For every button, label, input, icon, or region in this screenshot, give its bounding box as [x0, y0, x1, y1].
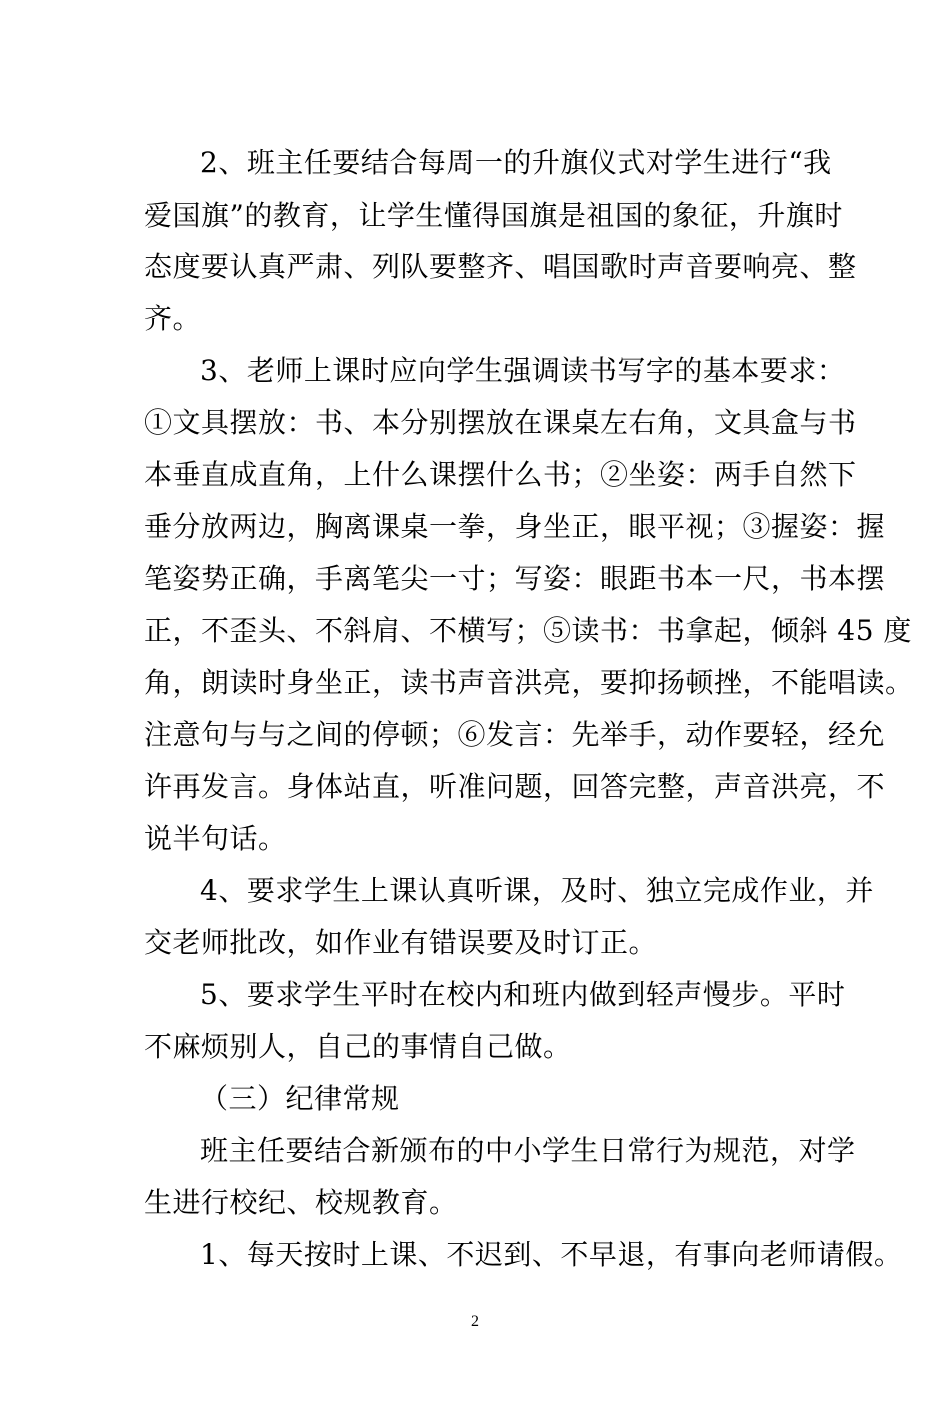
text-line: 注意句与与之间的停顿；⑥发言：先举手，动作要轻，经允 [144, 718, 886, 751]
section-heading: （三）纪律常规 [200, 1082, 400, 1115]
text-line: 本垂直成直角，上什么课摆什么书；②坐姿：两手自然下 [144, 458, 857, 491]
text-line: 5、要求学生平时在校内和班内做到轻声慢步。平时 [200, 978, 846, 1011]
text-line: 说半句话。 [144, 822, 287, 855]
text-line: 交老师批改，如作业有错误要及时订正。 [144, 926, 658, 959]
text-line: 生进行校纪、校规教育。 [144, 1186, 458, 1219]
page-number: 2 [471, 1313, 479, 1330]
text-line: 态度要认真严肃、列队要整齐、唱国歌时声音要响亮、整 [144, 250, 857, 283]
text-line: 2、班主任要结合每周一的升旗仪式对学生进行“我 [200, 146, 832, 179]
text-line: 1、每天按时上课、不迟到、不早退，有事向老师请假。 [200, 1238, 903, 1271]
text-line: 垂分放两边，胸离课桌一拳，身坐正，眼平视；③握姿：握 [144, 510, 886, 543]
text-line: 3、老师上课时应向学生强调读书写字的基本要求： [200, 354, 846, 387]
text-line: 角，朗读时身坐正，读书声音洪亮，要抑扬顿挫，不能唱读。 [144, 666, 914, 699]
text-line: 齐。 [144, 302, 202, 335]
text-line: 爱国旗”的教育，让学生懂得国旗是祖国的象征，升旗时 [144, 199, 843, 232]
text-line: 4、要求学生上课认真听课，及时、独立完成作业，并 [200, 874, 874, 907]
text-line: 正，不歪头、不斜肩、不横写；⑤读书：书拿起，倾斜 45 度 [144, 614, 912, 647]
text-line: ①文具摆放：书、本分别摆放在课桌左右角，文具盒与书 [144, 406, 857, 439]
text-line: 班主任要结合新颁布的中小学生日常行为规范，对学 [200, 1134, 856, 1167]
text-line: 不麻烦别人，自己的事情自己做。 [144, 1030, 572, 1063]
text-line: 许再发言。身体站直，听准问题，回答完整，声音洪亮，不 [144, 770, 886, 803]
text-line: 笔姿势正确，手离笔尖一寸；写姿：眼距书本一尺，书本摆 [144, 562, 886, 595]
